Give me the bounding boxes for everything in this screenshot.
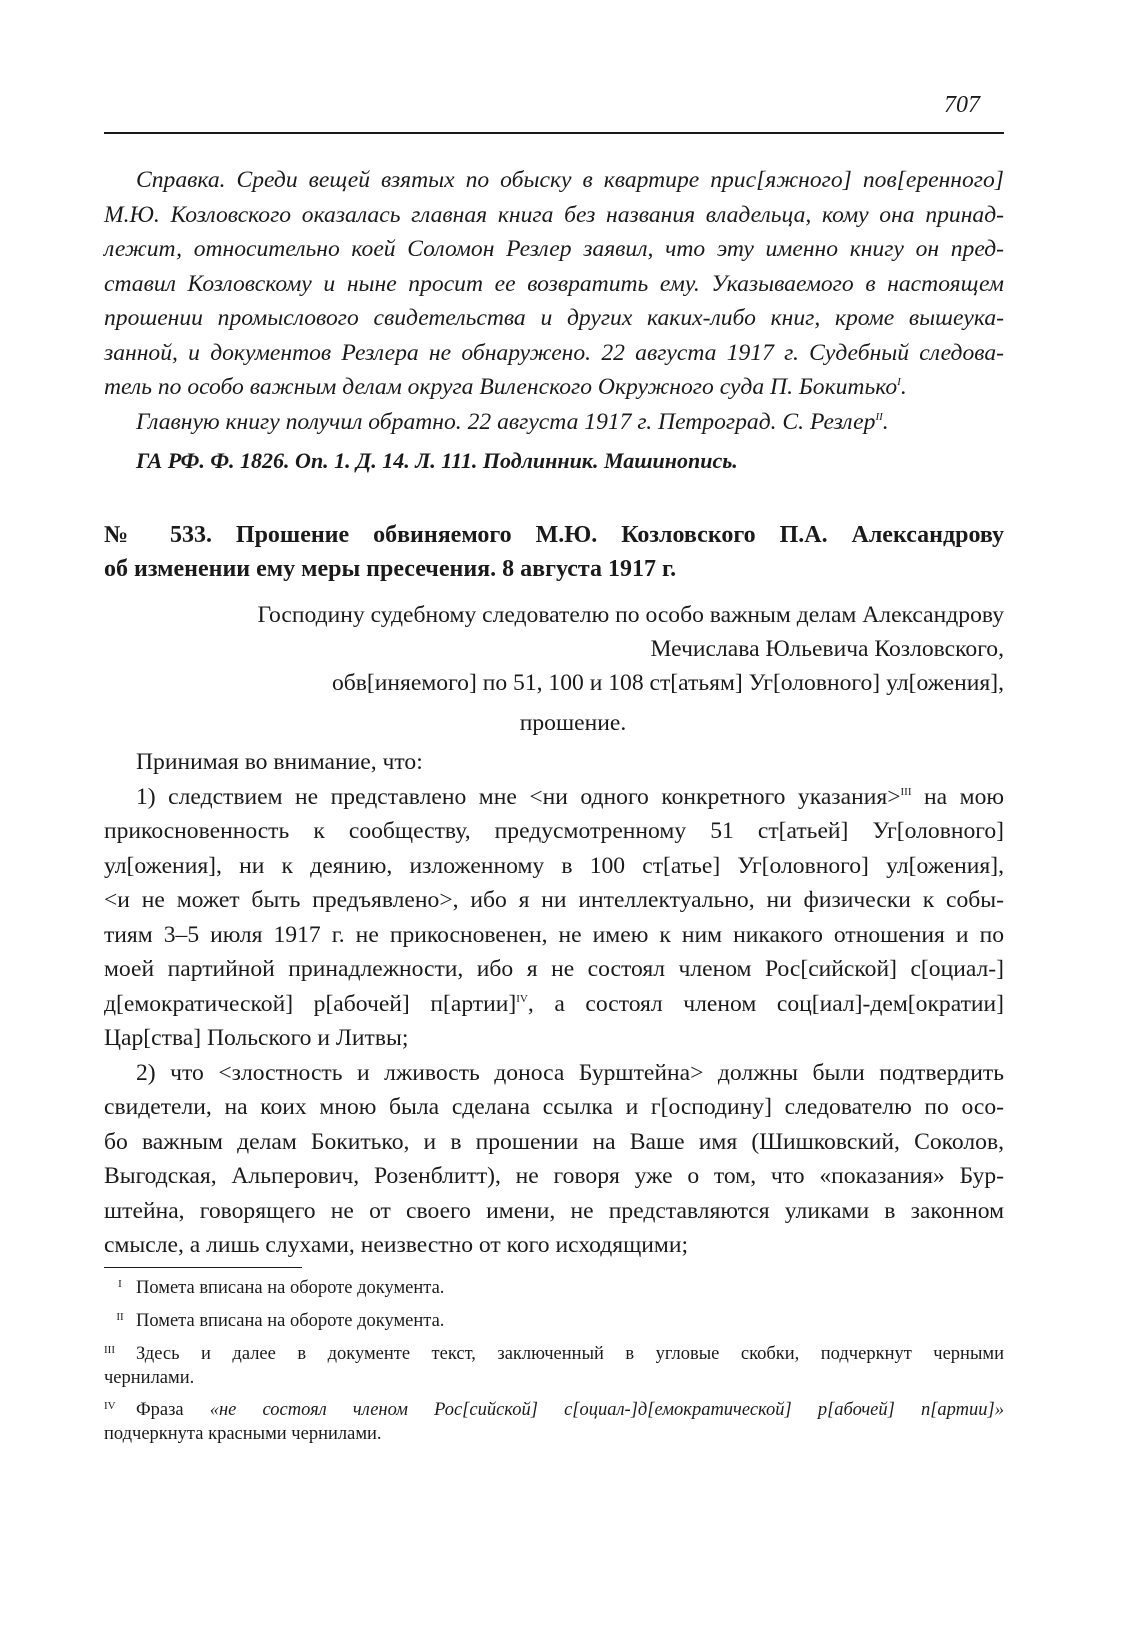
item1-line: тиям 3–5 июля 1917 г. не прикосновенен, не имею к ним никакого отношения и по bbox=[104, 921, 1004, 948]
footnote-text: подчеркнута красными чернилами. bbox=[104, 1424, 382, 1444]
receipt-line: Главную книгу получил обратно. 22 августа 1917 г. Петроград. С. Резлер$^{II}$. bbox=[136, 408, 889, 435]
addressee-block bbox=[257, 598, 1004, 700]
reference-line: лежит, относительно коей Соломон Резлер заявил, что эту именно книгу он пред- bbox=[104, 236, 1004, 262]
footnote-1 bbox=[104, 1272, 1004, 1300]
reference-line: Справка. Среди вещей взятых по обыску в квартире прис[яжного] пов[еренного] bbox=[136, 167, 1004, 193]
item1-line: ул[ожения], ни к деянию, изложенному в 100 ст[атье] Уг[оловного] ул[ожения], bbox=[104, 852, 1004, 879]
reference-line: ставил Козловскому и ныне просит ее возвратить ему. Указываемого в настоящем bbox=[104, 270, 1004, 297]
item2-line: штейна, говорящего не от своего имени, не представляются уликами в законном bbox=[104, 1197, 1004, 1224]
footnote-text: Помета вписана на обороте документа. bbox=[136, 1311, 445, 1331]
item2-line: бо важным делам Бокитько, и в прошении на Ваше имя (Шишковский, Соколов, bbox=[104, 1128, 1004, 1155]
item1-text: д[емократической] р[абочей] п[артии] bbox=[104, 990, 517, 1017]
footnote-mark: III bbox=[104, 1344, 115, 1356]
reference-line: М.Ю. Козловского оказалась главная книга без названия владельца, кому она принад- bbox=[104, 201, 1004, 228]
item2-line: 2) что <злостность и лживость доноса Бурштейна> должны были подтвердить bbox=[136, 1059, 1004, 1086]
heading-line: № 533. Прошение обвиняемого М.Ю. Козловского П.А. Александрову bbox=[104, 522, 1004, 548]
footnote-ref: II bbox=[875, 410, 883, 423]
archive-citation: ГА РФ. Ф. 1826. Оп. 1. Д. 14. Л. 111. Подлинник. Машинопись. bbox=[136, 448, 738, 473]
item1-text: , а состоял членом соц[иал]-дем[ократии] bbox=[527, 990, 1005, 1017]
heading-line: об изменении ему меры пресечения. 8 августа 1917 г. bbox=[104, 556, 677, 582]
item2-line: смысле, а лишь слухами, неизвестно от кого исходящими; bbox=[104, 1232, 689, 1258]
item1-line: Цар[ства] Польского и Литвы; bbox=[104, 1025, 409, 1051]
footnote-3 bbox=[104, 1338, 1004, 1390]
petition-body bbox=[104, 745, 1004, 1263]
reference-line: занной, и документов Резлера не обнаружено. 22 августа 1917 г. Судебный следова- bbox=[104, 339, 1004, 366]
item1-line bbox=[104, 987, 1004, 1022]
reference-line: прошении промыслового свидетельства и других каких-либо книг, кроме вышеука- bbox=[104, 305, 1004, 331]
footnote-2 bbox=[104, 1305, 1004, 1333]
footnote-mark: II bbox=[116, 1311, 124, 1323]
addressee-line: Господину судебному следователю по особо важным делам Александрову bbox=[257, 602, 1004, 628]
page-number: 707 bbox=[944, 92, 980, 118]
item1-text: на мою bbox=[911, 783, 1004, 810]
footnote-ref: III bbox=[900, 785, 912, 798]
footnote-ref: I bbox=[897, 376, 901, 388]
footnote-quote: «не состоял членом Рос[сийской] с[оциал-]д[емократической] р[абочей] п[артии]» bbox=[209, 1400, 1004, 1420]
footnote-text: Здесь и далее в документе текст, заключенный в угловые скобки, подчеркнут черными bbox=[136, 1344, 1004, 1364]
footnote-text: Фраза bbox=[136, 1400, 210, 1420]
footnote-mark: I bbox=[118, 1278, 122, 1290]
footnote-4 bbox=[104, 1394, 1004, 1446]
reference-paragraph bbox=[104, 163, 1004, 439]
item2-line: свидетели, на коих мною была сделана ссылка и г[осподину] следователю по осо- bbox=[104, 1094, 1004, 1120]
addressee-line: обв[иняемого] по 51, 100 и 108 ст[атьям] Уг[оловного] ул[ожения], bbox=[331, 670, 1004, 696]
intro-line: Принимая во внимание, что: bbox=[136, 749, 423, 775]
item1-line: моей партийной принадлежности, ибо я не состоял членом Рос[сийской] с[оциал-] bbox=[104, 956, 1004, 982]
item2-line: Выгодская, Альперович, Розенблитт), не говоря уже о том, что «показания» Бур- bbox=[104, 1163, 1004, 1189]
item1-line: прикосновенность к сообществу, предусмотренному 51 ст[атьей] Уг[оловного] bbox=[104, 818, 1004, 844]
item1-text: 1) следствием не представлено мне <ни одного конкретного указания> bbox=[136, 783, 901, 810]
reference-line: тель по особо важным делам округа Виленского Окружного суда П. Бокитько$^I$. bbox=[104, 374, 907, 400]
item1-line: <и не может быть предъявлено>, ибо я ни интеллектуально, ни физически к собы- bbox=[104, 887, 1004, 913]
document-heading bbox=[104, 518, 1004, 586]
receipt-text: Главную книгу получил обратно. 22 августа 1917 г. Петроград. С. Резлер bbox=[136, 408, 876, 435]
footnote-text: чернилами. bbox=[104, 1368, 195, 1388]
item1-first-line bbox=[104, 780, 1004, 815]
reference-last-text: тель по особо важным делам округа Виленского Окружного суда П. Бокитько bbox=[104, 374, 898, 400]
header-rule bbox=[104, 132, 1004, 134]
footnote-text: Помета вписана на обороте документа. bbox=[136, 1278, 445, 1298]
footnote-ref: IV bbox=[516, 992, 528, 1005]
addressee-line: Мечислава Юльевича Козловского, bbox=[650, 636, 1004, 662]
footnote-mark: IV bbox=[104, 1400, 116, 1412]
footnote-rule bbox=[104, 1267, 302, 1268]
petition-title: прошение. bbox=[519, 710, 627, 736]
